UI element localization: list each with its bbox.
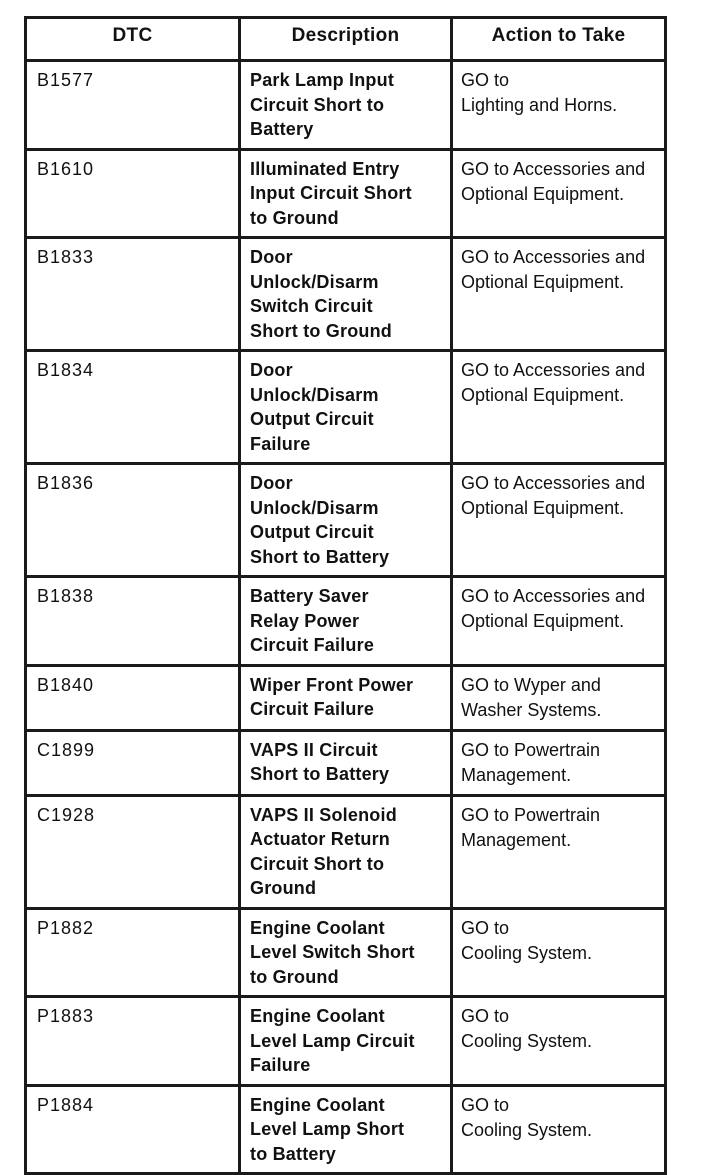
action-line: Optional Equipment. [461, 611, 625, 631]
action-line: GO to [461, 917, 510, 938]
description-line: Park Lamp Input [250, 70, 395, 90]
description-line: Unlock/Disarm [250, 271, 379, 292]
action-line: GO to Accessories and [461, 247, 646, 267]
dtc-description [240, 149, 452, 238]
description-line: Ground [250, 878, 317, 898]
action-line: GO to Wyper and [461, 674, 601, 695]
description-line: Failure [250, 1055, 311, 1075]
dtc-action [452, 149, 666, 238]
action-line: Management. [461, 829, 572, 850]
action-line: GO to Powertrain [461, 804, 601, 825]
action-line: Management. [461, 764, 572, 785]
action-line: Cooling System. [461, 1119, 593, 1140]
action-line: Lighting and Horns. [461, 95, 618, 115]
description-line: Output Circuit [250, 409, 374, 429]
dtc-code: B1833 [26, 238, 240, 351]
description-line: Input Circuit Short [250, 183, 412, 203]
action-line: GO to Accessories and [461, 360, 646, 380]
dtc-description [240, 351, 452, 464]
column-header-description: Description [240, 18, 452, 61]
description-line: Unlock/Disarm [250, 497, 379, 518]
dtc-code: B1834 [26, 351, 240, 464]
description-line: Circuit Failure [250, 635, 375, 655]
table-row [26, 730, 666, 795]
description-line: Circuit Failure [250, 699, 375, 719]
column-header-action: Action to Take [452, 18, 666, 61]
table-row [26, 464, 666, 577]
description-line: Actuator Return [250, 829, 391, 849]
table-header [26, 18, 666, 61]
table-row [26, 795, 666, 908]
description-line: Circuit Short to [250, 94, 385, 115]
dtc-description [240, 61, 452, 150]
description-line: Circuit Short to [250, 853, 385, 874]
dtc-description [240, 997, 452, 1086]
action-line: Cooling System. [461, 942, 593, 963]
description-line: Short to Battery [250, 764, 390, 784]
table-row [26, 908, 666, 997]
action-line: GO to [461, 1094, 510, 1115]
description-line: Failure [250, 433, 311, 454]
dtc-description [240, 908, 452, 997]
dtc-action [452, 61, 666, 150]
action-line: Washer Systems. [461, 699, 602, 720]
dtc-table [24, 16, 667, 1175]
dtc-action [452, 238, 666, 351]
dtc-action [452, 577, 666, 666]
description-line: Battery [250, 119, 314, 139]
column-header-dtc: DTC [26, 18, 240, 61]
description-line: Battery Saver [250, 586, 369, 606]
action-line: GO to Accessories and [461, 473, 646, 493]
description-line: Unlock/Disarm [250, 384, 379, 405]
dtc-action [452, 908, 666, 997]
dtc-action [452, 464, 666, 577]
dtc-code: B1838 [26, 577, 240, 666]
table-body [26, 61, 666, 1174]
dtc-action [452, 1085, 666, 1174]
dtc-code: B1610 [26, 149, 240, 238]
dtc-description [240, 665, 452, 730]
dtc-action [452, 730, 666, 795]
action-line: Optional Equipment. [461, 498, 625, 518]
header-row [26, 18, 666, 61]
dtc-action [452, 997, 666, 1086]
description-line: Short to Battery [250, 546, 390, 567]
description-line: Engine Coolant [250, 1094, 385, 1115]
description-line: Illuminated Entry [250, 158, 400, 179]
dtc-description [240, 577, 452, 666]
action-line: GO to Accessories and [461, 158, 646, 179]
description-line: VAPS II Circuit [250, 739, 378, 760]
dtc-description [240, 795, 452, 908]
description-line: Engine Coolant [250, 1006, 385, 1026]
dtc-code: P1883 [26, 997, 240, 1086]
description-line: Level Switch Short [250, 942, 415, 962]
description-line: Engine Coolant [250, 917, 385, 938]
action-line: Optional Equipment. [461, 272, 625, 292]
description-line: Door [250, 473, 293, 493]
description-line: Relay Power [250, 610, 360, 631]
dtc-description [240, 730, 452, 795]
description-line: Door [250, 247, 293, 267]
description-line: to Ground [250, 966, 339, 987]
dtc-code: B1840 [26, 665, 240, 730]
dtc-code: C1899 [26, 730, 240, 795]
action-line: Optional Equipment. [461, 385, 625, 405]
dtc-action [452, 351, 666, 464]
description-line: to Battery [250, 1143, 337, 1164]
table-row [26, 577, 666, 666]
dtc-code: P1882 [26, 908, 240, 997]
action-line: Cooling System. [461, 1031, 593, 1051]
dtc-code: P1884 [26, 1085, 240, 1174]
description-line: Door [250, 360, 293, 380]
description-line: VAPS II Solenoid [250, 804, 397, 825]
action-line: GO to [461, 70, 510, 90]
dtc-description [240, 464, 452, 577]
table-row [26, 665, 666, 730]
description-line: Switch Circuit [250, 296, 373, 316]
action-line: GO to [461, 1006, 510, 1026]
action-line: GO to Accessories and [461, 586, 646, 606]
table-row [26, 351, 666, 464]
description-line: Output Circuit [250, 522, 374, 542]
dtc-code: B1577 [26, 61, 240, 150]
table-row [26, 997, 666, 1086]
table-row [26, 149, 666, 238]
description-line: Wiper Front Power [250, 674, 414, 695]
table-row [26, 61, 666, 150]
description-line: Level Lamp Circuit [250, 1030, 415, 1051]
dtc-description [240, 238, 452, 351]
action-line: Optional Equipment. [461, 183, 625, 204]
action-line: GO to Powertrain [461, 739, 601, 760]
dtc-action [452, 665, 666, 730]
dtc-code: B1836 [26, 464, 240, 577]
description-line: Level Lamp Short [250, 1119, 405, 1139]
table-row [26, 1085, 666, 1174]
dtc-description [240, 1085, 452, 1174]
table-row [26, 238, 666, 351]
dtc-code: C1928 [26, 795, 240, 908]
description-line: to Ground [250, 207, 339, 228]
dtc-action [452, 795, 666, 908]
description-line: Short to Ground [250, 320, 392, 341]
